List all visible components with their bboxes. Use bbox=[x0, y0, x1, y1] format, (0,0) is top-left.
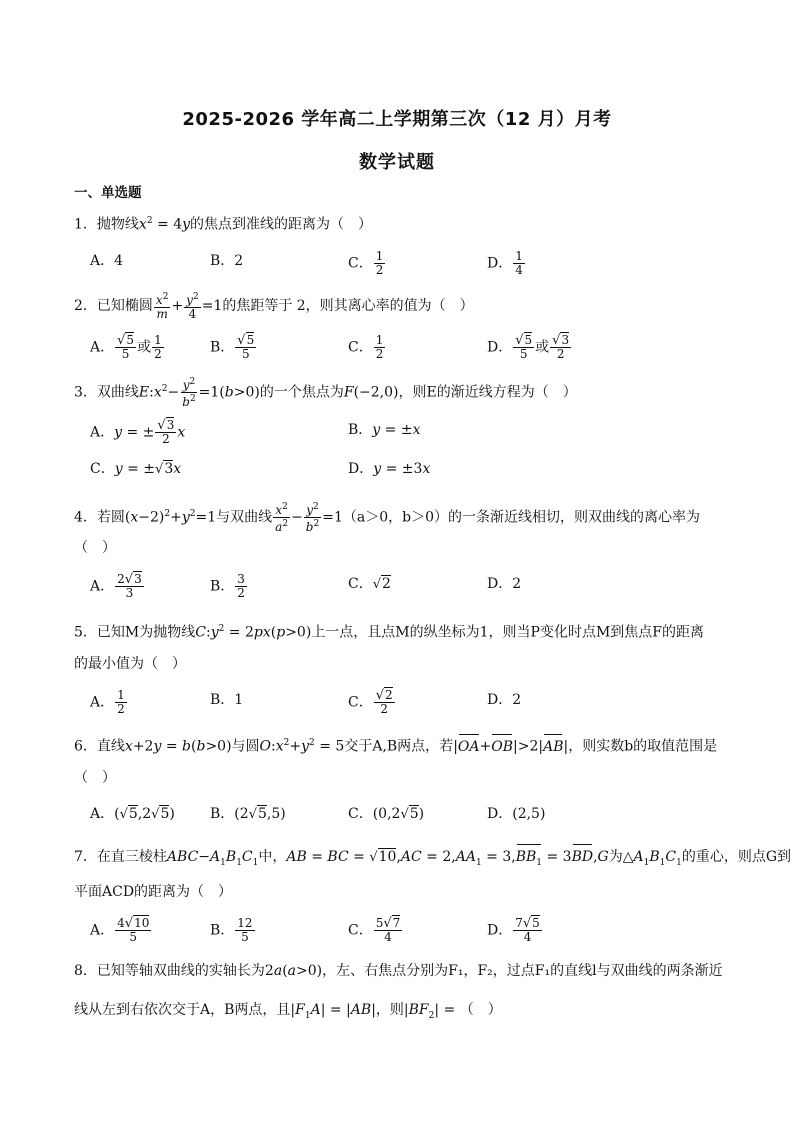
option-b[interactable]: B．1 bbox=[210, 692, 244, 708]
question-4-stem-line2: （ ） bbox=[74, 540, 116, 556]
option-a[interactable]: A．4 bbox=[90, 253, 124, 269]
option-d[interactable]: D．(2,5) bbox=[487, 806, 546, 822]
option-a[interactable]: A． $\frac{√5}{5}$ 或 $\frac{1}{2}$ bbox=[90, 333, 162, 361]
option-b[interactable]: B． $\frac{3}{2}$ bbox=[210, 572, 245, 600]
option-d[interactable]: D． $\frac{1}{4}$ bbox=[487, 249, 523, 277]
question-3-stem: 3．双曲线$E:x^2-$ $\frac{y^2}{b^2}$ =1(b>0)的一个焦点为F(−2,0)，则E的渐近线方程为（ ） bbox=[74, 377, 577, 409]
exam-subtitle: 数学试题 bbox=[359, 152, 435, 173]
option-c[interactable]: C．y = ±√3x bbox=[90, 461, 182, 477]
option-c[interactable]: C． $\frac{√2}{2}$ bbox=[348, 688, 393, 716]
option-c[interactable]: C．√2 bbox=[348, 576, 391, 592]
section-heading: 一、单选题 bbox=[74, 185, 142, 201]
option-a[interactable]: A． $\frac{4√10}{5}$ bbox=[90, 916, 150, 944]
option-b[interactable]: B． $\frac{√5}{5}$ bbox=[210, 333, 255, 361]
option-d[interactable]: D． $\frac{√5}{5}$ 或 $\frac{√3}{2}$ bbox=[487, 333, 570, 361]
question-7-stem-line2: 平面ACD的距离为（ ） bbox=[74, 884, 233, 900]
option-c[interactable]: C． $\frac{5√7}{4}$ bbox=[348, 916, 401, 944]
option-d[interactable]: D．2 bbox=[487, 692, 522, 708]
option-a[interactable]: A．(√5,2√5) bbox=[90, 806, 175, 822]
question-4-stem: 4．若圆$(x-2)^2+y^2=1$与双曲线 $\frac{x^2}{a^2}$ − $\frac{y^2}{b^2}$ =1（a＞0，b＞0）的一条渐近线相切，则双曲线的离心率为 bbox=[74, 502, 700, 534]
option-b[interactable]: B． $\frac{12}{5}$ bbox=[210, 916, 253, 944]
option-b[interactable]: B．2 bbox=[210, 253, 244, 269]
question-8-stem-line2: 线从左到右依次交于A，B两点，且$|F_1A| = |AB|$，则$|BF_2|$ = （ ） bbox=[74, 1002, 502, 1021]
question-6-stem-line2: （ ） bbox=[74, 770, 116, 786]
option-c[interactable]: C． $\frac{1}{2}$ bbox=[348, 249, 384, 277]
question-5-stem: 5．已知M为抛物线$C:y^2 = 2px(p>0)$上一点，且点M的纵坐标为1，则当P变化时点M到焦点F的距离 bbox=[74, 624, 705, 641]
question-8-stem: 8．已知等轴双曲线的实轴长为2a(a>0)，左、右焦点分别为F₁，F₂，过点F₁的直线l与双曲线的两条渐近 bbox=[74, 963, 723, 979]
option-a[interactable]: A． $\frac{1}{2}$ bbox=[90, 688, 125, 716]
option-d[interactable]: D． $\frac{7√5}{4}$ bbox=[487, 916, 540, 944]
option-b[interactable]: B．(2√5,5) bbox=[210, 806, 286, 822]
option-d[interactable]: D．y = ±3x bbox=[348, 461, 431, 477]
option-c[interactable]: C．(0,2√5) bbox=[348, 806, 425, 822]
exam-title: 2025-2026 学年高二上学期第三次（12 月）月考 bbox=[182, 109, 612, 130]
option-c[interactable]: C． $\frac{1}{2}$ bbox=[348, 333, 384, 361]
question-6-stem: 6．直线x+2y = b(b>0)与圆$O:x^2+y^2 = 5$交于A,B两点，若|OA+OB|>2|AB|，则实数b的取值范围是 bbox=[74, 732, 717, 758]
question-1-stem: 1．抛物线$x^2 = 4y$的焦点到准线的距离为（ ） bbox=[74, 216, 373, 233]
option-b[interactable]: B．y = ±x bbox=[348, 422, 421, 438]
question-2-stem: 2．已知椭圆 $\frac{x^2}{m}$ + $\frac{y^2}{4}$ =1的焦距等于 2，则其离心率的值为（ ） bbox=[74, 292, 474, 321]
option-a[interactable]: A．y = ± $\frac{√3}{2}$ x bbox=[90, 418, 186, 446]
question-5-stem-line2: 的最小值为（ ） bbox=[74, 656, 186, 672]
question-7-stem: 7．在直三棱柱$ABC-A_1B_1C_1$中，AB = BC = $√10,AC = 2,AA_1 = 3,BB_1 = 3BD,G$为$\triangle A_1B_1C_1$的重心，则点G到 bbox=[74, 846, 791, 874]
option-d[interactable]: D．2 bbox=[487, 576, 522, 592]
option-a[interactable]: A． $\frac{2√3}{3}$ bbox=[90, 572, 142, 600]
